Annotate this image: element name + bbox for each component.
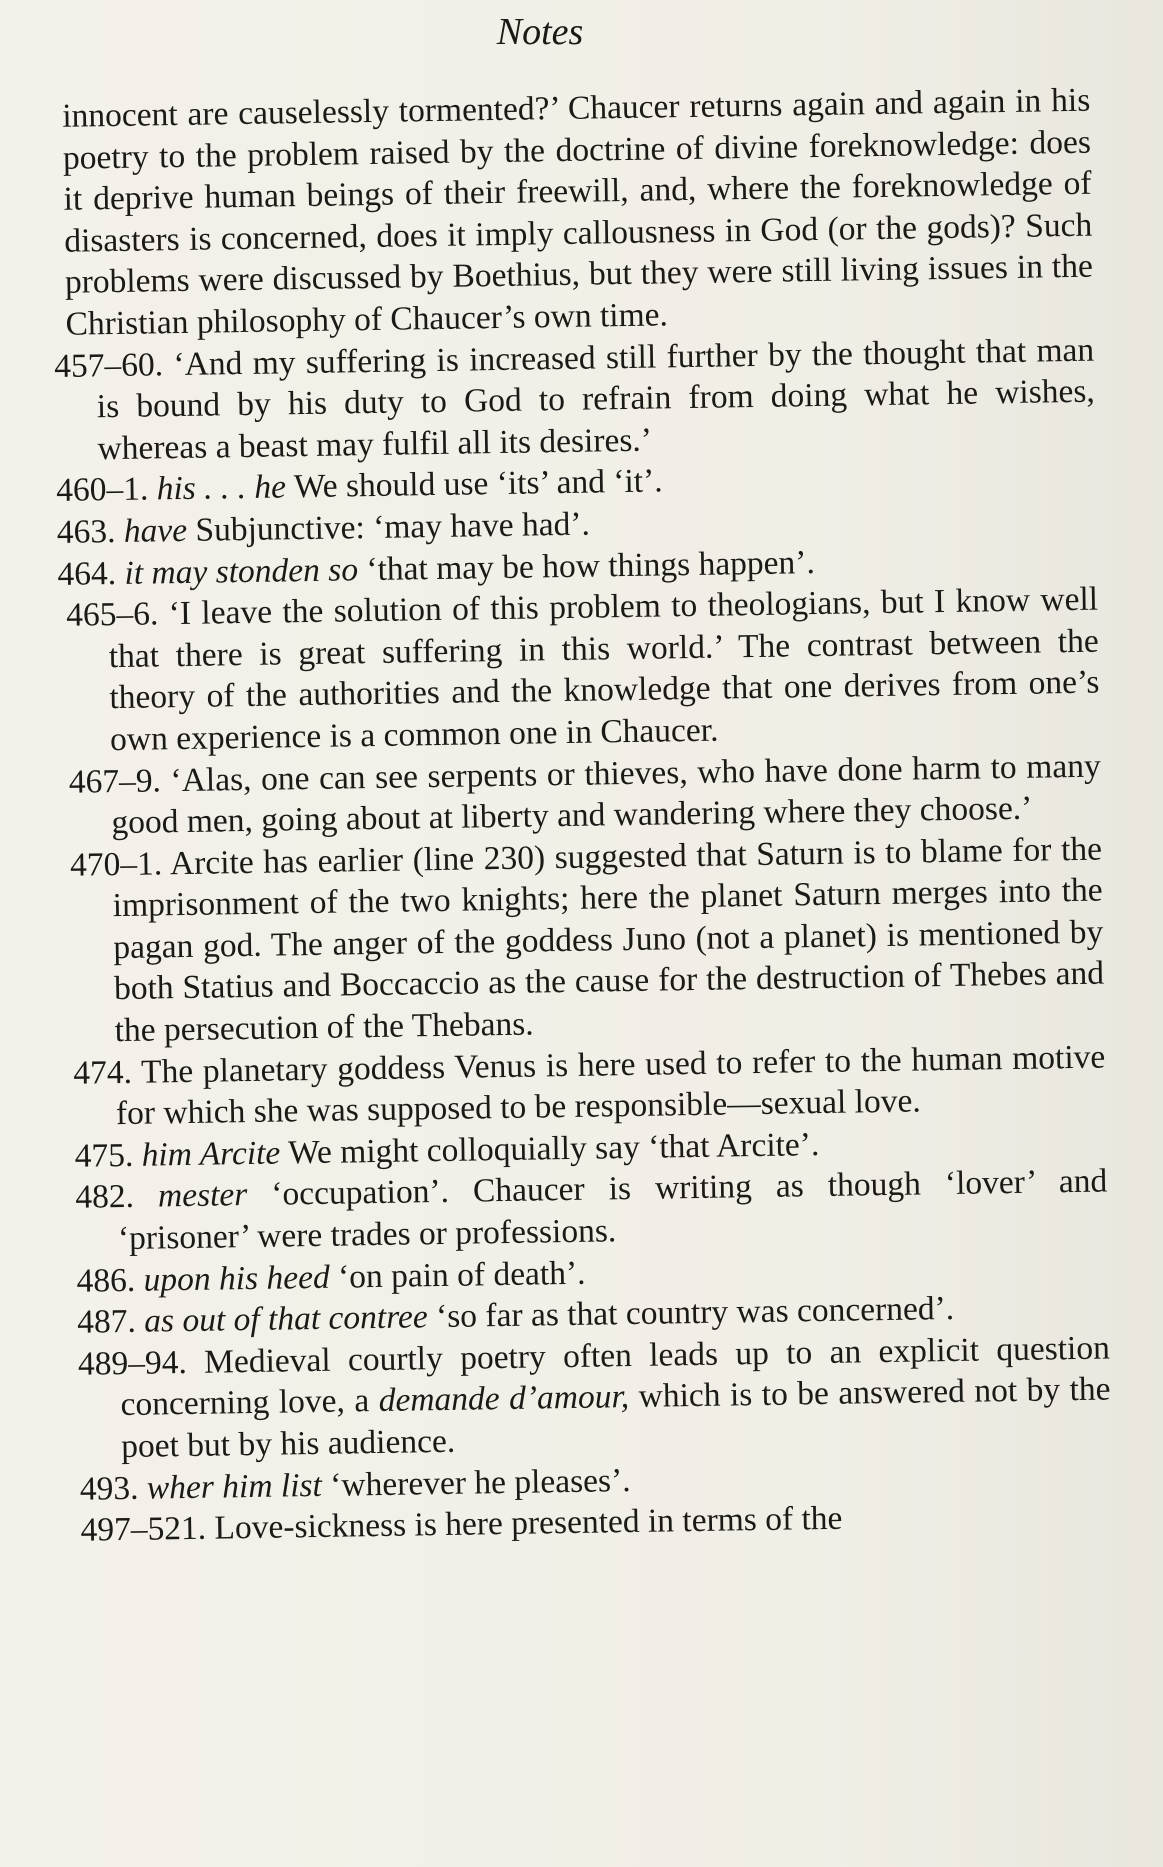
note-470-1: [70, 828, 1105, 1052]
note-lemma: demande d’amour,: [378, 1378, 630, 1420]
notes-body: [50, 80, 1113, 1552]
note-ref: 467–9.: [68, 761, 162, 801]
note-ref: 482.: [75, 1178, 135, 1217]
note-text: ‘wherever he pleases’.: [329, 1461, 631, 1504]
note-ref: 474.: [73, 1053, 133, 1092]
note-457-60: [54, 329, 1096, 470]
note-ref: 460–1.: [55, 470, 149, 510]
note-lemma: mester: [157, 1176, 248, 1215]
running-head: Notes: [496, 11, 584, 53]
note-ref: 464.: [57, 554, 117, 593]
note-text: We might colloquially say ‘that Arcite’.: [287, 1125, 820, 1172]
note-text: We should use ‘its’ and ‘it’.: [293, 462, 663, 506]
note-489-94: [78, 1327, 1112, 1468]
note-ref: 465–6.: [65, 595, 159, 634]
note-ref: 475.: [74, 1136, 134, 1175]
note-ref: 487.: [76, 1303, 137, 1341]
note-lemma: it may stonden so: [124, 550, 359, 592]
note-text: ‘Alas, one can see serpents or thieves, who have done harm to many good men, going about at liberty and wandering where they choose.’: [111, 747, 1101, 842]
note-lemma: have: [123, 511, 188, 550]
note-text: Medieval courtly poetry often leads up to an explicit question concerning love, a: [120, 1329, 1111, 1424]
note-lemma: wher him list: [146, 1466, 323, 1507]
note-ref: 493.: [79, 1469, 139, 1508]
note-text: ‘And my suffering is increased still further by the thought that man is bound by his duty to God to refrain from doing what he wishes, whereas a beast may fulfil all its desires.’: [96, 331, 1096, 468]
note-lemma: his . . . he: [156, 468, 287, 508]
note-text: Arcite has earlier (line 230) suggested that Saturn is to blame for the imprisonment of the two knights; here the planet Saturn merges into the pagan god. The anger of the goddess Juno (not a planet) is mentioned by both Statius and Boccaccio as the cause for the destruction of Thebes and the persecution of the Thebans.: [112, 830, 1105, 1050]
note-text: Love-sickness is here presented in terms of the: [214, 1499, 843, 1547]
intro-paragraph: innocent are causelessly tormented?’ Chaucer returns again and again in his poetry to the problem raised by the doctrine of divine foreknowledge: does it deprive human beings of their freewill, and, where the foreknowledge of disasters is concerned, does it imply callousness in God (or the gods)? Such problems were discussed by Boethius, but they were still living issues in the Christian philosophy of Chaucer’s own time.: [62, 81, 1094, 343]
note-text: ‘on pain of death’.: [337, 1254, 586, 1296]
note-lemma: upon his heed: [143, 1258, 330, 1299]
note-482: [75, 1161, 1108, 1260]
note-ref: 486.: [76, 1261, 136, 1300]
note-text: ‘so far as that country was concerned’.: [435, 1290, 955, 1336]
note-text: ‘occupation’. Chaucer is writing as though ‘lover’ and ‘prisoner’ were trades or professions.: [117, 1162, 1108, 1258]
note-lemma: him Arcite: [141, 1134, 281, 1174]
note-text: ‘I leave the solution of this problem to theologians, but I know well that there is great suffering in this world.’ The contrast between the theory of the authorities and the knowledge that one derives from one’s own experience is a common one in Chaucer.: [108, 580, 1100, 759]
note-ref: 489–94.: [77, 1343, 188, 1383]
note-lemma: as out of that contree: [143, 1298, 428, 1340]
note-ref: 457–60.: [53, 345, 164, 385]
note-text: The planetary goddess Venus is here used to refer to the human motive for which she was supposed to be responsible—sexual love.: [115, 1038, 1106, 1133]
note-ref: 470–1.: [69, 845, 163, 884]
note-474: [73, 1036, 1106, 1135]
note-text: ‘that may be how things happen’.: [366, 543, 816, 588]
note-ref: 497–521.: [80, 1509, 207, 1549]
note-467-9: [68, 745, 1101, 844]
note-text-continued: which is to be answered not by the poet but by his audience.: [120, 1370, 1111, 1466]
note-465-6: [66, 579, 1100, 762]
note-ref: 463.: [56, 512, 116, 551]
note-text: Subjunctive: ‘may have had’.: [195, 505, 591, 549]
